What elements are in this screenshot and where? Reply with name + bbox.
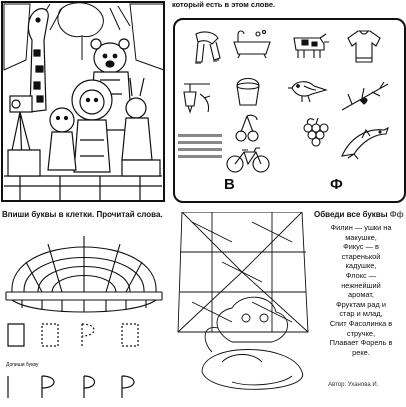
poem-line: Фикус — в [343,242,379,252]
bottom-right-title [314,210,404,219]
poem-line: стручке, [346,328,376,338]
dolphin-icon [340,124,390,160]
bird-icon [288,74,328,104]
letter-f-heading: Ф [330,176,343,193]
poem-line: аромат, [348,290,374,300]
poem-line: Флокс — [345,270,377,280]
poem-line: старенькой [341,251,381,261]
letter-puzzle-dome [2,222,166,314]
title-text: Обведи все буквы [314,210,388,219]
bicycle-icon [226,146,270,174]
poem-line: кадушке, [345,261,377,271]
lantern-icon [180,80,216,122]
grapes-icon [300,118,330,152]
poem-line: Филин — ушки на [330,223,392,232]
poem-line: макушке, [345,232,377,242]
caption-write-letter: Допиши букву [6,362,39,368]
bucket-icon [234,78,262,108]
letter-v-heading: В [224,176,235,193]
poem-line: Спит Фасолинка в [329,318,393,328]
bottom-left-title: Впиши буквы в клетки. Прочитай слова. [2,210,163,219]
mosaic-owl-picture [172,212,322,404]
cherry-icon [233,114,261,144]
sweater-icon [346,28,382,64]
coloring-picture-animals [0,0,166,203]
bathtub-icon [232,28,272,60]
poem-line: реке. [352,347,370,357]
alphabet-chart [178,132,224,166]
poem-line: Фруктам рад и [336,299,386,309]
author-credit: Автор: Уханова И. [328,382,379,388]
branch-icon [340,80,390,114]
cow-icon [288,30,330,60]
poem-text [318,223,404,357]
poem-line: стар и млад, [339,309,383,319]
poem-line: нежнейший [341,280,381,290]
title-letter-ff: Фф [389,210,404,219]
scarf-icon [190,30,222,64]
poem-line: Плавает Форель в [329,338,393,348]
instruction-text: который есть в этом слове. [172,0,276,9]
